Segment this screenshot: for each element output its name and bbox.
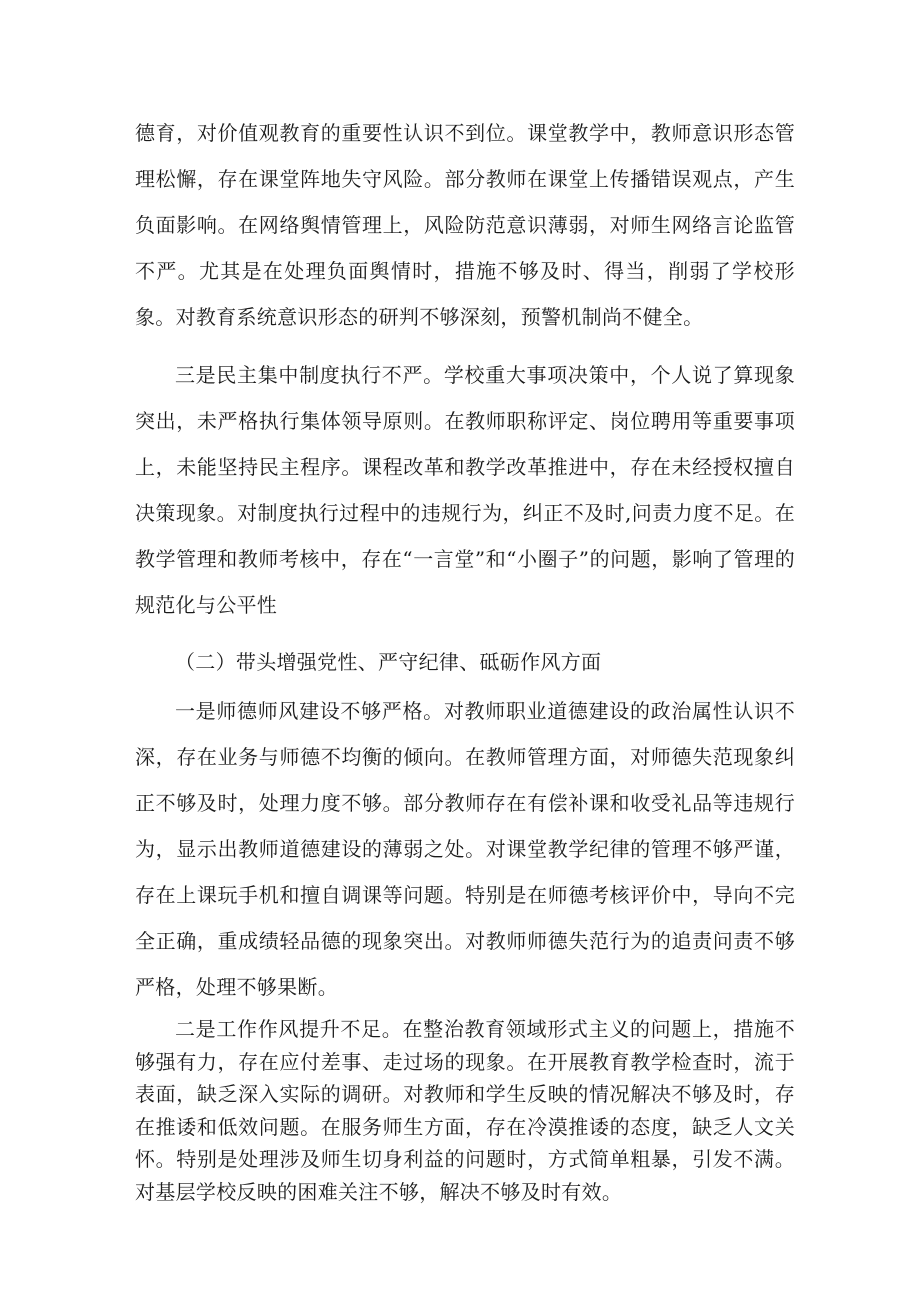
paragraph-teacher-ethics: 一是师德师风建设不够严格。对教师职业道德建设的政治属性认识不深，存在业务与师德不均衡的倾向。在教师管理方面，对师德失范现象纠正不够及时，处理力度不够。部分教师存在有偿补课和收受礼品等违规行为，显示出教师道德建设的薄弱之处。对课堂教学纪律的管理不够严谨，存在上课玩手机和擅自调课等问题。特别是在师德考核评价中，导向不完全正确，重成绩轻品德的现象突出。对教师师德失范行为的追责问责不够严格，处理不够果断。 <box>135 699 795 999</box>
section-heading-party-discipline: （二）带头增强党性、严守纪律、砥砺作风方面 <box>175 650 602 674</box>
paragraph-work-style: 二是工作作风提升不足。在整治教育领域形式主义的问题上，措施不够强有力，存在应付差事、走过场的现象。在开展教育教学检查时，流于表面，缺乏深入实际的调研。对教师和学生反映的情况解决不够及时，存在推诿和低效问题。在服务师生方面，存在冷漠推诿的态度，缺乏人文关怀。特别是处理涉及师生切身利益的问题时，方式简单粗暴，引发不满。对基层学校反映的困难关注不够，解决不够及时有效。 <box>135 1017 795 1204</box>
paragraph-democratic-centralism: 三是民主集中制度执行不严。学校重大事项决策中，个人说了算现象突出，未严格执行集体领导原则。在教师职称评定、岗位聘用等重要事项上，未能坚持民主程序。课程改革和教学改革推进中，存在未经授权擅自决策现象。对制度执行过程中的违规行为，纠正不及时,问责力度不足。在教学管理和教师考核中，存在“一言堂”和“小圈子”的问题，影响了管理的规范化与公平性 <box>135 363 795 617</box>
paragraph-ideology-education: 德育，对价值观教育的重要性认识不到位。课堂教学中，教师意识形态管理松懈，存在课堂阵地失守风险。部分教师在课堂上传播错误观点，产生负面影响。在网络舆情管理上，风险防范意识薄弱，对师生网络言论监管不严。尤其是在处理负面舆情时，措施不够及时、得当，削弱了学校形象。对教育系统意识形态的研判不够深刻，预警机制尚不健全。 <box>135 121 795 329</box>
